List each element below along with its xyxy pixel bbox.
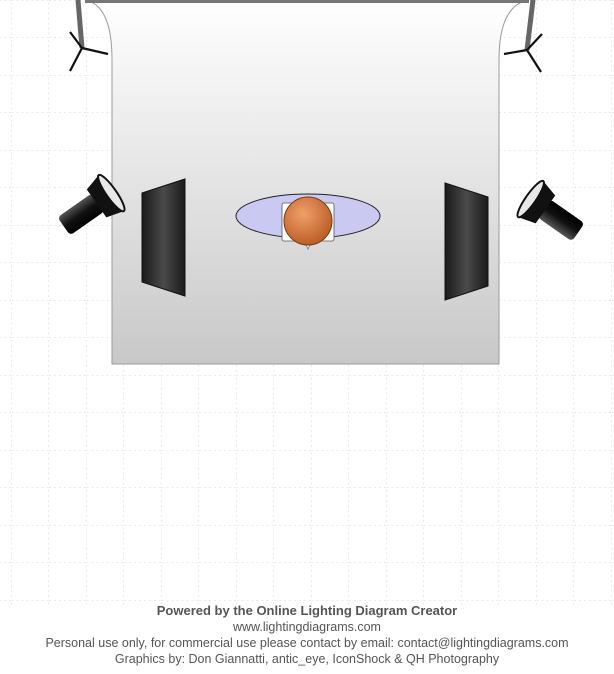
seamless-backdrop[interactable] (85, 0, 529, 364)
credits-footer (0, 603, 614, 667)
softbox-left[interactable] (142, 179, 185, 296)
softbox-right[interactable] (445, 183, 488, 300)
credits-title: Powered by the Online Lighting Diagram Creator (156, 603, 458, 618)
credits-license-note: Personal use only, for commercial use please contact by email: contact@lightingdiagrams.com (45, 636, 569, 650)
credits-website-link[interactable]: www.lightingdiagrams.com (233, 620, 381, 634)
credits-graphics-attribution: Graphics by: Don Giannatti, antic_eye, IconShock & QH Photography (114, 652, 500, 666)
